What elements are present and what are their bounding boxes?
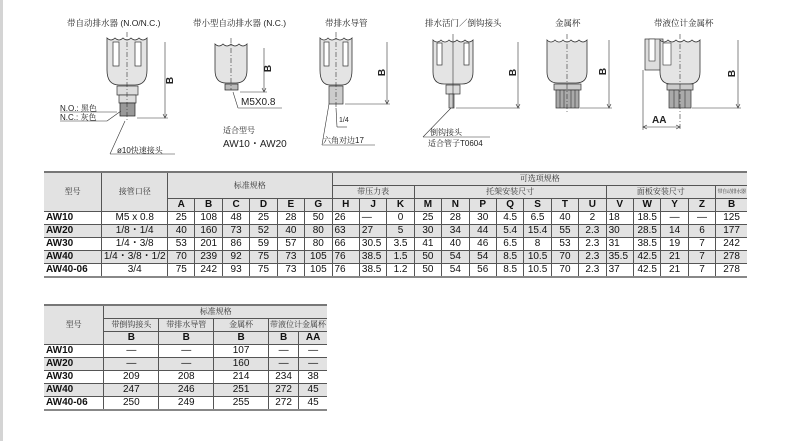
col-e: E (277, 199, 304, 212)
value-cell: 93 (222, 264, 249, 278)
value-cell: 234 (268, 371, 298, 384)
value-cell: 125 (716, 212, 747, 225)
level-gauge-bowl-drawing-icon (640, 0, 750, 165)
value-cell: 54 (442, 251, 469, 264)
value-cell: 27 (359, 225, 386, 238)
value-cell: 40 (551, 212, 578, 225)
col-m: M (414, 199, 441, 212)
value-cell: — (268, 358, 298, 371)
port-size-cell: M5 x 0.8 (102, 212, 168, 225)
value-cell: 251 (214, 384, 269, 397)
value-cell: 53 (168, 238, 195, 251)
value-cell: 7 (688, 264, 715, 278)
value-cell: 50 (414, 264, 441, 278)
value-cell: 18.5 (633, 212, 660, 225)
value-cell: 38.5 (359, 251, 386, 264)
value-cell: 7 (688, 251, 715, 264)
value-cell: 19 (661, 238, 688, 251)
value-cell: 3.5 (387, 238, 414, 251)
table-header-row (44, 172, 747, 186)
value-cell: 2 (579, 212, 606, 225)
value-cell: 6.5 (524, 212, 551, 225)
header-pressure-gauge: 带压力表 (332, 186, 414, 199)
value-cell: 80 (305, 238, 332, 251)
value-cell: 40 (277, 225, 304, 238)
value-cell: 59 (250, 238, 277, 251)
port-size-cell: 1/4・3/8・1/2 (103, 251, 166, 262)
value-cell: 25 (168, 212, 195, 225)
value-cell: 8.5 (496, 251, 523, 264)
value-cell: 105 (305, 251, 332, 264)
col-g: G (305, 199, 332, 212)
value-cell: 2.3 (579, 251, 606, 264)
value-cell: 107 (214, 345, 269, 358)
value-cell: 21 (661, 264, 688, 278)
header-model: 型号 (44, 305, 104, 345)
value-cell: 76 (332, 264, 359, 278)
value-cell: 8.5 (496, 264, 523, 278)
value-cell: — (104, 345, 159, 358)
col-n: N (442, 199, 469, 212)
col-t: T (551, 199, 578, 212)
value-cell: 6 (688, 225, 715, 238)
value-cell: 41 (414, 238, 441, 251)
value-cell: 177 (716, 225, 747, 238)
col-p: P (469, 199, 496, 212)
col-c: C (222, 199, 249, 212)
value-cell: 0 (387, 212, 414, 225)
model-cell: AW40 (44, 251, 102, 264)
value-cell: 272 (268, 384, 298, 397)
value-cell: 66 (332, 238, 359, 251)
value-cell: 45 (299, 397, 327, 411)
col-k: K (387, 199, 414, 212)
col-h: H (332, 199, 359, 212)
header-model: 型号 (44, 172, 102, 212)
value-cell: 31 (606, 238, 633, 251)
value-cell: 50 (305, 212, 332, 225)
col-b-auto-drain: B (716, 199, 747, 212)
value-cell: 25 (414, 212, 441, 225)
model-cell: AW40-06 (44, 397, 104, 411)
diagram-title: 金属杯 (555, 18, 581, 28)
value-cell: 18 (606, 212, 633, 225)
value-cell: 255 (214, 397, 269, 411)
header-bracket-mount: 托架安装尺寸 (414, 186, 606, 199)
value-cell: 5 (387, 225, 414, 238)
value-cell: 2.3 (579, 264, 606, 278)
diagram-title: 排水活门／倒钩接头 (425, 18, 502, 28)
value-cell: 209 (104, 371, 159, 384)
no-black-label: N.O.: 黑色 (60, 104, 97, 113)
value-cell: 42.5 (633, 264, 660, 278)
header-drain-guide: 带排水导管 (159, 319, 214, 332)
table2-header-row (44, 305, 327, 319)
hex-size-label: 六角对边17 (323, 136, 364, 145)
table-row (44, 212, 747, 225)
value-cell: 40 (168, 225, 195, 238)
value-cell: 21 (661, 251, 688, 264)
table-row (44, 358, 327, 371)
value-cell: 278 (716, 264, 747, 278)
diagram-barb-fitting (420, 0, 530, 165)
metal-bowl-drawing-icon (540, 0, 620, 165)
col-w: W (633, 199, 660, 212)
value-cell: — (688, 212, 715, 225)
model-cell: AW10 (44, 212, 102, 225)
value-cell: 10.5 (524, 264, 551, 278)
header-level-gauge-bowl: 带液位计金属杯 (268, 319, 327, 332)
col-v: V (606, 199, 633, 212)
value-cell: 63 (332, 225, 359, 238)
col-u: U (579, 199, 606, 212)
value-cell: 75 (168, 264, 195, 278)
value-cell: 70 (551, 251, 578, 264)
header-optional-spec: 可选项规格 (332, 172, 747, 186)
col-b-metal-bowl: B (214, 332, 269, 345)
value-cell: 55 (551, 225, 578, 238)
value-cell: 38.5 (633, 238, 660, 251)
value-cell: 25 (250, 212, 277, 225)
value-cell: 2.3 (579, 238, 606, 251)
value-cell: 35.5 (606, 251, 633, 264)
value-cell: 56 (469, 264, 496, 278)
value-cell: — (159, 358, 214, 371)
value-cell: 1.5 (387, 251, 414, 264)
value-cell: 26 (332, 212, 359, 225)
value-cell: 50 (414, 251, 441, 264)
dimension-label-b: B (508, 68, 520, 77)
thread-size-label: M5X0.8 (241, 97, 276, 108)
value-cell: 160 (195, 225, 222, 238)
value-cell: 14 (661, 225, 688, 238)
value-cell: 46 (469, 238, 496, 251)
diagram-level-gauge-bowl (640, 0, 750, 165)
col-b: B (195, 199, 222, 212)
value-cell: 40 (442, 238, 469, 251)
col-z: Z (688, 199, 715, 212)
value-cell: 272 (268, 397, 298, 411)
value-cell: 75 (250, 251, 277, 264)
header-panel-mount: 面板安装尺寸 (606, 186, 716, 199)
model-cell: AW10 (44, 345, 104, 358)
value-cell: 28.5 (633, 225, 660, 238)
value-cell: 15.4 (524, 225, 551, 238)
value-cell: — (268, 345, 298, 358)
value-cell: 48 (222, 212, 249, 225)
model-cell: AW40-06 (44, 264, 102, 278)
diagram-mini-auto-drain (190, 0, 310, 165)
value-cell: 80 (305, 225, 332, 238)
port-size-cell: 1/8・1/4 (102, 225, 168, 238)
port-size-cell: 1/4・3/8 (102, 238, 168, 251)
value-cell: 2.3 (579, 225, 606, 238)
col-b-barb: B (104, 332, 159, 345)
barb-fitting-label: 倒钩接头 (430, 128, 462, 137)
value-cell: 28 (442, 212, 469, 225)
value-cell: 76 (332, 251, 359, 264)
value-cell: 278 (716, 251, 747, 264)
value-cell: 8 (524, 238, 551, 251)
value-cell: 34 (442, 225, 469, 238)
value-cell: 201 (195, 238, 222, 251)
value-cell: 75 (250, 264, 277, 278)
model-cell: AW30 (44, 371, 104, 384)
value-cell: 86 (222, 238, 249, 251)
value-cell: 37 (606, 264, 633, 278)
value-cell: 73 (222, 225, 249, 238)
value-cell: 73 (277, 251, 304, 264)
port-size-label: 1/4 (339, 117, 349, 124)
dimension-label-aa: AA (652, 115, 667, 126)
value-cell: — (299, 358, 327, 371)
col-aa: AA (299, 332, 327, 345)
value-cell: — (299, 345, 327, 358)
value-cell: 54 (469, 251, 496, 264)
main-table-body (44, 212, 747, 278)
value-cell: 242 (716, 238, 747, 251)
value-cell: 4.5 (496, 212, 523, 225)
value-cell: — (359, 212, 386, 225)
value-cell: 52 (250, 225, 277, 238)
value-cell: 247 (104, 384, 159, 397)
header-metal-bowl: 金属杯 (214, 319, 269, 332)
value-cell: 54 (442, 264, 469, 278)
value-cell: 38 (299, 371, 327, 384)
value-cell: 70 (168, 251, 195, 264)
value-cell: 30 (469, 212, 496, 225)
table-row (44, 225, 747, 238)
value-cell: 6.5 (496, 238, 523, 251)
value-cell: 30.5 (359, 238, 386, 251)
table-row (44, 251, 747, 264)
value-cell: 57 (277, 238, 304, 251)
value-cell: — (104, 358, 159, 371)
value-cell: 160 (214, 358, 269, 371)
col-j: J (359, 199, 386, 212)
value-cell: — (661, 212, 688, 225)
header-barb-fitting: 带倒钩接头 (104, 319, 159, 332)
model-cell: AW40 (44, 384, 104, 397)
header-standard-spec: 标准规格 (104, 305, 327, 319)
diagram-title: 带小型自动排水器 (N.C.) (193, 18, 287, 28)
diagram-auto-drain (55, 0, 185, 165)
dimension-diagrams (0, 0, 795, 165)
value-cell: 214 (214, 371, 269, 384)
value-cell: 105 (305, 264, 332, 278)
table-row (44, 264, 747, 278)
value-cell: 10.5 (524, 251, 551, 264)
value-cell: 30 (606, 225, 633, 238)
diagram-metal-bowl (540, 0, 620, 165)
header-standard-spec: 标准规格 (168, 172, 332, 199)
value-cell: 208 (159, 371, 214, 384)
col-y: Y (661, 199, 688, 212)
value-cell: 92 (222, 251, 249, 264)
value-cell: 239 (195, 251, 222, 264)
table-row (44, 384, 327, 397)
model-cell: AW20 (44, 225, 102, 238)
model-cell: AW20 (44, 358, 104, 371)
nc-gray-label: N.C.: 灰色 (60, 113, 97, 122)
value-cell: — (159, 345, 214, 358)
quick-fitting-label: ø10快速接头 (117, 146, 163, 155)
col-s: S (524, 199, 551, 212)
port-size-cell: 3/4 (102, 264, 168, 278)
dimension-label-b: B (165, 76, 177, 85)
value-cell: 1.2 (387, 264, 414, 278)
table-row (44, 371, 327, 384)
diagram-title: 带自动排水器 (N.O/N.C.) (67, 18, 161, 28)
model-cell: AW30 (44, 238, 102, 251)
header-port-size: 接管口径 (102, 172, 168, 212)
value-cell: 42.5 (633, 251, 660, 264)
value-cell: 5.4 (496, 225, 523, 238)
main-dimensions-table (44, 171, 747, 278)
option-table-body (44, 345, 327, 411)
value-cell: 70 (551, 264, 578, 278)
diagram-title: 带液位计金属杯 (654, 18, 714, 28)
applicable-tube-label: 适合管子T0604 (428, 139, 483, 148)
value-cell: 30 (414, 225, 441, 238)
value-cell: 108 (195, 212, 222, 225)
applicable-models-value: AW10・AW20 (223, 139, 287, 150)
dimension-label-b: B (377, 68, 389, 77)
value-cell: 53 (551, 238, 578, 251)
table-row (44, 345, 327, 358)
col-b-drain-guide: B (159, 332, 214, 345)
dimension-label-b: B (598, 67, 610, 76)
value-cell: 45 (299, 384, 327, 397)
diagram-drain-guide (315, 0, 395, 165)
value-cell: 250 (104, 397, 159, 411)
col-b-level-gauge: B (268, 332, 298, 345)
dimension-label-b: B (263, 64, 275, 73)
value-cell: 242 (195, 264, 222, 278)
value-cell: 28 (277, 212, 304, 225)
col-d: D (250, 199, 277, 212)
dimension-label-b: B (727, 69, 739, 78)
value-cell: 246 (159, 384, 214, 397)
col-a: A (168, 199, 195, 212)
table-row (44, 397, 327, 411)
value-cell: 7 (688, 238, 715, 251)
option-bowl-table (44, 304, 327, 411)
col-q: Q (496, 199, 523, 212)
table-row (44, 238, 747, 251)
header-auto-drain: 带自动排水器 (716, 186, 747, 199)
value-cell: 73 (277, 264, 304, 278)
value-cell: 249 (159, 397, 214, 411)
applicable-model-label: 适合型号 (223, 126, 255, 135)
diagram-title: 带排水导管 (325, 18, 368, 28)
value-cell: 38.5 (359, 264, 386, 278)
value-cell: 44 (469, 225, 496, 238)
